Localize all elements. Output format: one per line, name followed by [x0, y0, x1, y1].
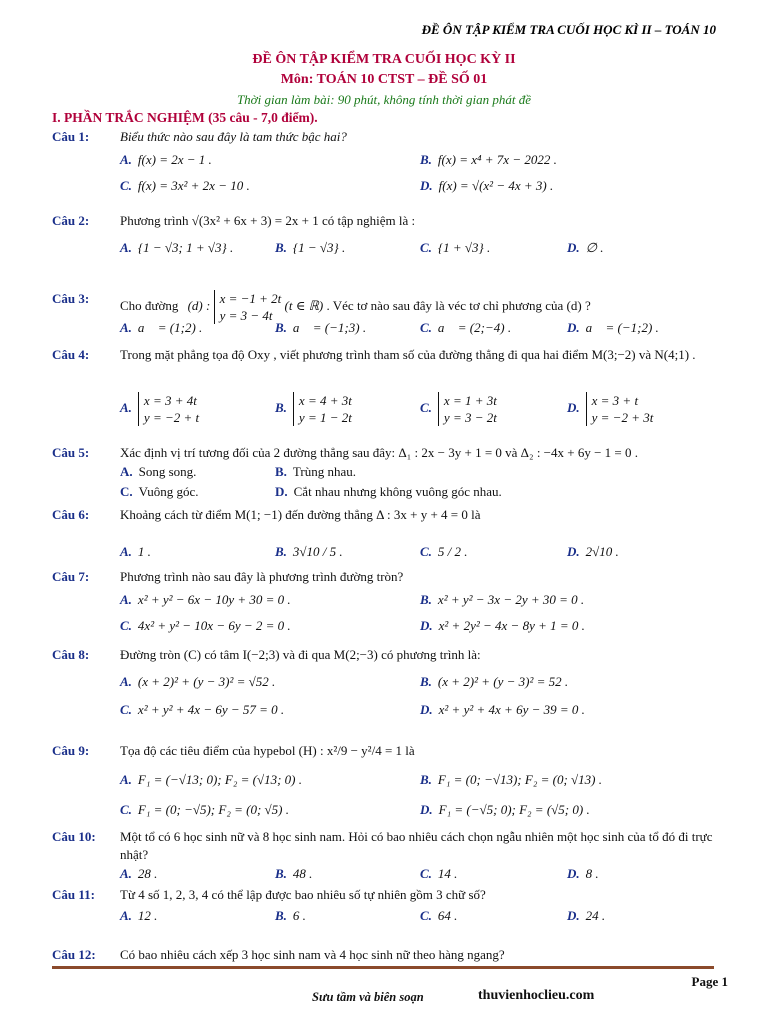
option-a: A. x² + y² − 6x − 10y + 30 = 0 . — [120, 592, 291, 607]
option-d: D. f(x) = √(x² − 4x + 3) . — [420, 178, 554, 193]
option-a: A. 28 . — [120, 866, 158, 881]
exam-time: Thời gian làm bài: 90 phút, không tính thời gian phát đề — [236, 92, 532, 107]
option-b: B. x = 4 + 3t y = 1 − 2t — [275, 393, 352, 425]
option-d: D. F₁ = (−√5; 0); F₂ = (√5; 0) . — [420, 802, 590, 817]
footer-credit: Sưu tầm và biên soạn — [312, 990, 424, 1004]
option-b: B. 48 . — [275, 866, 313, 881]
option-c: C. f(x) = 3x² + 2x − 10 . — [120, 178, 250, 193]
question-1 — [52, 128, 722, 146]
option-a: A. f(x) = 2x − 1 . — [120, 152, 212, 167]
option-c: C. x = 1 + 3t y = 3 − 2t — [420, 393, 497, 425]
option-c: C. x² + y² + 4x − 6y − 57 = 0 . — [120, 702, 285, 717]
question-3: Câu 3: Cho đường (d) : x = −1 + 2t y = 3 − 4t (t ∈ ℝ) . Véc tơ nào sau đây là véc tơ chỉ phương của (d) ? — [52, 291, 591, 323]
option-d: D. 2√10 . — [567, 544, 619, 559]
section-title: I. PHẦN TRẮC NGHIỆM (35 câu - 7,0 điểm). — [52, 110, 318, 125]
option-d: D. x = 3 + t y = −2 + 3t — [567, 393, 654, 425]
option-a: A. (x + 2)² + (y − 3)² = √52 . — [120, 674, 276, 689]
question-9: Câu 9: Tọa độ các tiêu điểm của hypebol (H) : x²/9 − y²/4 = 1 là — [52, 743, 415, 758]
page-number: Page 1 — [691, 974, 728, 989]
exam-subject: Môn: TOÁN 10 CTST – ĐỀ SỐ 01 — [280, 72, 488, 87]
option-c: C. 64 . — [420, 908, 458, 923]
question-5: Câu 5: Xác định vị trí tương đối của 2 đường thẳng sau đây: Δ₁ : 2x − 3y + 1 = 0 và Δ₂ : −4x + 6y − 1 = 0 . — [52, 445, 639, 460]
question-10: Câu 10: Một tổ có 6 học sinh nữ và 8 học sinh nam. Hỏi có bao nhiêu cách chọn ngẫu nhiên một học sinh của tổ đó đi trực nhật? — [52, 829, 713, 862]
option-a: A. Song song. — [120, 464, 197, 479]
option-c: C. 5 / 2 . — [420, 544, 468, 559]
option-b: B. (x + 2)² + (y − 3)² = 52 . — [420, 674, 569, 689]
option-c: C. Vuông góc. — [120, 484, 199, 499]
option-d: D. x² + 2y² − 4x − 8y + 1 = 0 . — [420, 618, 585, 633]
option-b: B. Trùng nhau. — [275, 464, 357, 479]
option-d: D. 8 . — [567, 866, 599, 881]
option-c: C. 14 . — [420, 866, 458, 881]
option-d: D. 24 . — [567, 908, 606, 923]
option-d: D. ∅ . — [567, 240, 604, 255]
option-a: A. x = 3 + 4t y = −2 + t — [120, 393, 200, 425]
option-c: C. 4x² + y² − 10x − 6y − 2 = 0 . — [120, 618, 291, 633]
option-d: D. a⃗ = (−1;2) . — [567, 320, 659, 335]
option-a: A. {1 − √3; 1 + √3} . — [120, 240, 234, 255]
option-b: B. x² + y² − 3x − 2y + 30 = 0 . — [420, 592, 585, 607]
question-label: Câu 1: — [52, 129, 90, 144]
option-b: B. 6 . — [275, 908, 306, 923]
option-b: B. 3√10 / 5 . — [275, 544, 343, 559]
option-c: C. {1 + √3} . — [420, 240, 491, 255]
option-a: A. a⃗ = (1;2) . — [120, 320, 203, 335]
option-a: A. 1 . — [120, 544, 151, 559]
footer-site: thuvienhoclieu.com — [478, 988, 595, 1003]
option-d: D. Cắt nhau nhưng không vuông góc nhau. — [275, 484, 502, 499]
option-b: B. {1 − √3} . — [275, 240, 346, 255]
exam-title: ĐỀ ÔN TẬP KIỂM TRA CUỐI HỌC KỲ II — [252, 52, 516, 67]
question-2: Câu 2: Phương trình √(3x² + 6x + 3) = 2x + 1 có tập nghiệm là : — [52, 213, 416, 228]
question-8: Câu 8: Đường tròn (C) có tâm I(−2;3) và đi qua M(2;−3) có phương trình là: — [52, 647, 481, 662]
option-a: A. 12 . — [120, 908, 158, 923]
question-4: Câu 4: Trong mặt phẳng tọa độ Oxy , viết phương trình tham số của đường thẳng đi qua hai điểm M(3;−2) và N(4;1) . — [52, 347, 696, 362]
option-b: B. f(x) = x⁴ + 7x − 2022 . — [420, 152, 557, 167]
question-text: Biểu thức nào sau đây là tam thức bậc hai? — [120, 129, 347, 144]
footer-rule — [52, 966, 714, 969]
option-d: D. x² + y² + 4x + 6y − 39 = 0 . — [420, 702, 585, 717]
question-6: Câu 6: Khoảng cách từ điểm M(1; −1) đến đường thẳng Δ : 3x + y + 4 = 0 là — [52, 507, 481, 522]
option-a: A. F₁ = (−√13; 0); F₂ = (√13; 0) . — [120, 772, 302, 787]
option-c: C. a⃗ = (2;−4) . — [420, 320, 512, 335]
running-header: ĐỀ ÔN TẬP KIỂM TRA CUỐI HỌC KÌ II – TOÁN 10 — [421, 22, 716, 37]
question-11: Câu 11: Từ 4 số 1, 2, 3, 4 có thể lập được bao nhiêu số tự nhiên gồm 3 chữ số? — [52, 887, 486, 902]
parametric-system: x = −1 + 2t y = 3 − 4t — [214, 290, 282, 324]
option-c: C. F₁ = (0; −√5); F₂ = (0; √5) . — [120, 802, 289, 817]
option-b: B. a⃗ = (−1;3) . — [275, 320, 367, 335]
question-12: Câu 12: Có bao nhiêu cách xếp 3 học sinh nam và 4 học sinh nữ theo hàng ngang? — [52, 947, 505, 962]
option-b: B. F₁ = (0; −√13); F₂ = (0; √13) . — [420, 772, 602, 787]
question-7: Câu 7: Phương trình nào sau đây là phương trình đường tròn? — [52, 569, 404, 584]
